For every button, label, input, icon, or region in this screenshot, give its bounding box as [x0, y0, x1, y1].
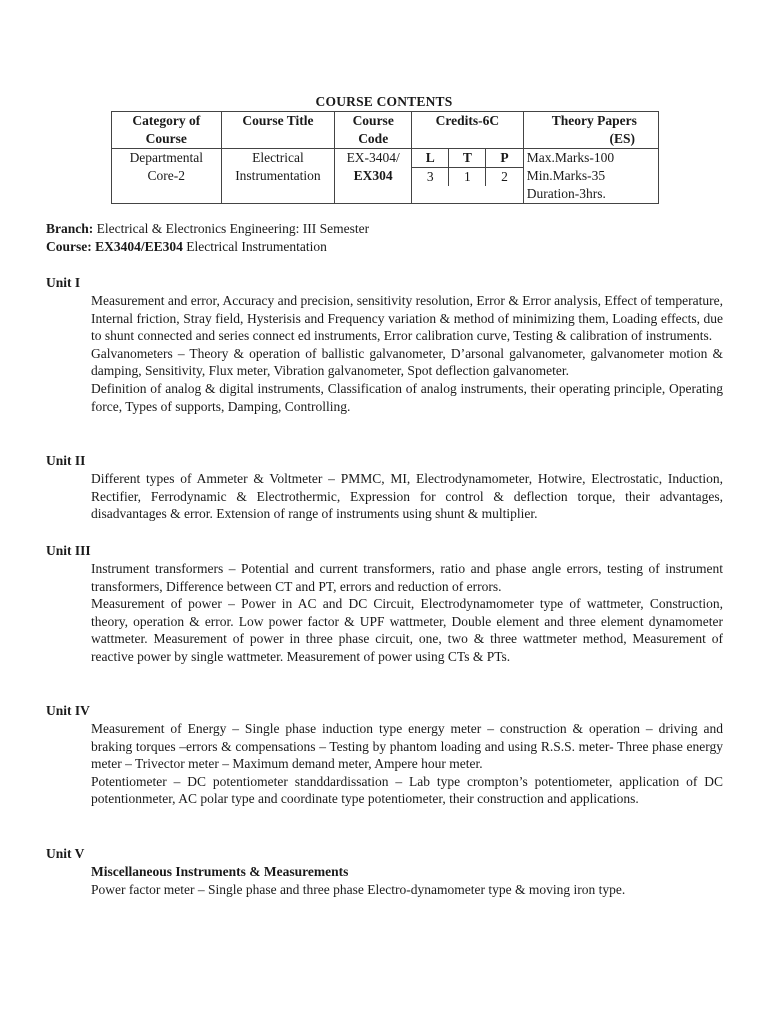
ltp-values-row [412, 168, 523, 187]
unit-3-para-1: Instrument transformers – Potential and current transformers, ratio and phase angle errors, testing of instrument transformers, Difference between CT and PT, errors and reduction of errors. [91, 561, 723, 594]
header-course-title: Course Title [221, 112, 335, 149]
course-line [46, 238, 369, 256]
header-category-line1: Category of [132, 113, 201, 128]
cell-category-line1: Departmental [129, 150, 204, 165]
unit-1 [46, 274, 723, 415]
unit-2-title: Unit II [46, 453, 86, 468]
ltp-label-t: T [449, 149, 486, 168]
duration: Duration-3hrs. [526, 186, 606, 201]
ltp-value-t: 1 [449, 168, 486, 187]
min-marks: Min.Marks-35 [526, 168, 606, 183]
unit-3-para-2: Measurement of power – Power in AC and DC Circuit, Electrodynamometer type of wattmeter, Construction, theory, operation & error. Low power factor & UPF wattmeter, Double element and three element dynamometer wattmeter. Measurement of power in three phase circuit, one, two & three wattmeter method, Measurement of reactive power by single wattmeter. Measurement of power using CTs & PTs. [91, 596, 723, 664]
unit-4-para-1: Measurement of Energy – Single phase induction type energy meter – construction & operation – driving and braking torques –errors & compensations – Testing by phantom loading and using R.S.S. meter- Three phase energy meter – Trivector meter – Maximum demand meter, Ampere hour meter. [91, 721, 723, 772]
unit-5-title: Unit V [46, 846, 85, 861]
unit-4-para-2: Potentiometer – DC potentiometer standdardissation – Lab type crompton’s potentiometer, application of DC potentionmeter, AC polar type and coordinate type potentiometer, their construction and applications. [91, 773, 723, 807]
cell-code-line2: EX304 [353, 168, 393, 183]
header-course-code [335, 112, 412, 149]
header-code-line1: Course [352, 113, 394, 128]
course-value: Electrical Instrumentation [182, 239, 327, 254]
ltp-value-p: 2 [501, 169, 508, 184]
cell-category-line2: Core-2 [147, 168, 186, 183]
unit-1-para-3: Definition of analog & digital instruments, Classification of analog instruments, their operating principle, Operating force, Types of supports, Damping, Controlling. [91, 380, 723, 414]
unit-5 [46, 845, 723, 899]
unit-5-para-1: Power factor meter – Single phase and three phase Electro-dynamometer type & moving iron type. [91, 882, 626, 897]
cell-course-title [221, 149, 335, 204]
cell-course-code [335, 149, 412, 204]
ltp-value-l: 3 [412, 168, 449, 187]
unit-2-para-1: Different types of Ammeter & Voltmeter – PMMC, MI, Electrodynamometer, Hotwire, Electrostatic, Induction, Rectifier, Ferrodynamic & Electrothermic, Expression for control & deflection torque, their advantages, disadvantages & error. Extension of range of instruments using shunt & multiplier. [91, 471, 723, 522]
unit-1-title: Unit I [46, 275, 81, 290]
cell-theory-papers [523, 149, 658, 204]
ltp-label-l: L [412, 149, 449, 168]
cell-title-line1: Electrical [252, 150, 304, 165]
ltp-table [412, 149, 523, 186]
course-contents-heading: COURSE CONTENTS [315, 94, 453, 109]
ltp-labels-row [412, 149, 523, 168]
unit-1-para-2: Galvanometers – Theory & operation of ballistic galvanometer, D’arsonal galvanometer, galvanometer motion & damping, Sensitivity, Flux meter, Vibration galvanometer, Spot deflection galvanometer. [91, 345, 723, 379]
cell-code-line1: EX-3404/ [346, 150, 400, 165]
header-theory-papers [523, 112, 658, 149]
branch-value: Electrical & Electronics Engineering: III Semester [93, 221, 370, 236]
course-code: EX3404/EE304 [91, 239, 183, 254]
header-code-line2: Code [358, 131, 389, 146]
header-papers-line1: Theory Papers [551, 113, 637, 128]
course-contents-table [111, 111, 659, 204]
header-category [112, 112, 222, 149]
table-row [112, 149, 659, 204]
header-category-line2: Course [145, 131, 187, 146]
cell-title-line2: Instrumentation [235, 168, 321, 183]
header-papers-line2: (ES) [609, 131, 635, 146]
unit-4 [46, 702, 723, 808]
unit-3-title: Unit III [46, 543, 91, 558]
cell-category [112, 149, 222, 204]
ltp-label-p: P [486, 149, 523, 168]
header-credits: Credits-6C [412, 112, 524, 149]
table-header-row [112, 112, 659, 149]
course-label: Course: [46, 239, 92, 254]
course-meta [46, 220, 369, 256]
branch-label: Branch: [46, 221, 94, 236]
unit-1-para-1: Measurement and error, Accuracy and precision, sensitivity resolution, Error & Error analysis, Effect of temperature, Internal friction, Stray field, Hysterisis and Frequency variation & method of minimizing them, Loading effects, due to shunt connected and series connect ed instruments, Error calibration curve, Testing & calibration of instruments. [91, 293, 723, 344]
unit-4-title: Unit IV [46, 703, 90, 718]
unit-3 [46, 542, 723, 666]
unit-2 [46, 452, 723, 523]
cell-credits-ltp [412, 149, 524, 204]
max-marks: Max.Marks-100 [526, 150, 615, 165]
branch-line [46, 220, 369, 238]
unit-5-subheading: Miscellaneous Instruments & Measurements [91, 864, 349, 879]
